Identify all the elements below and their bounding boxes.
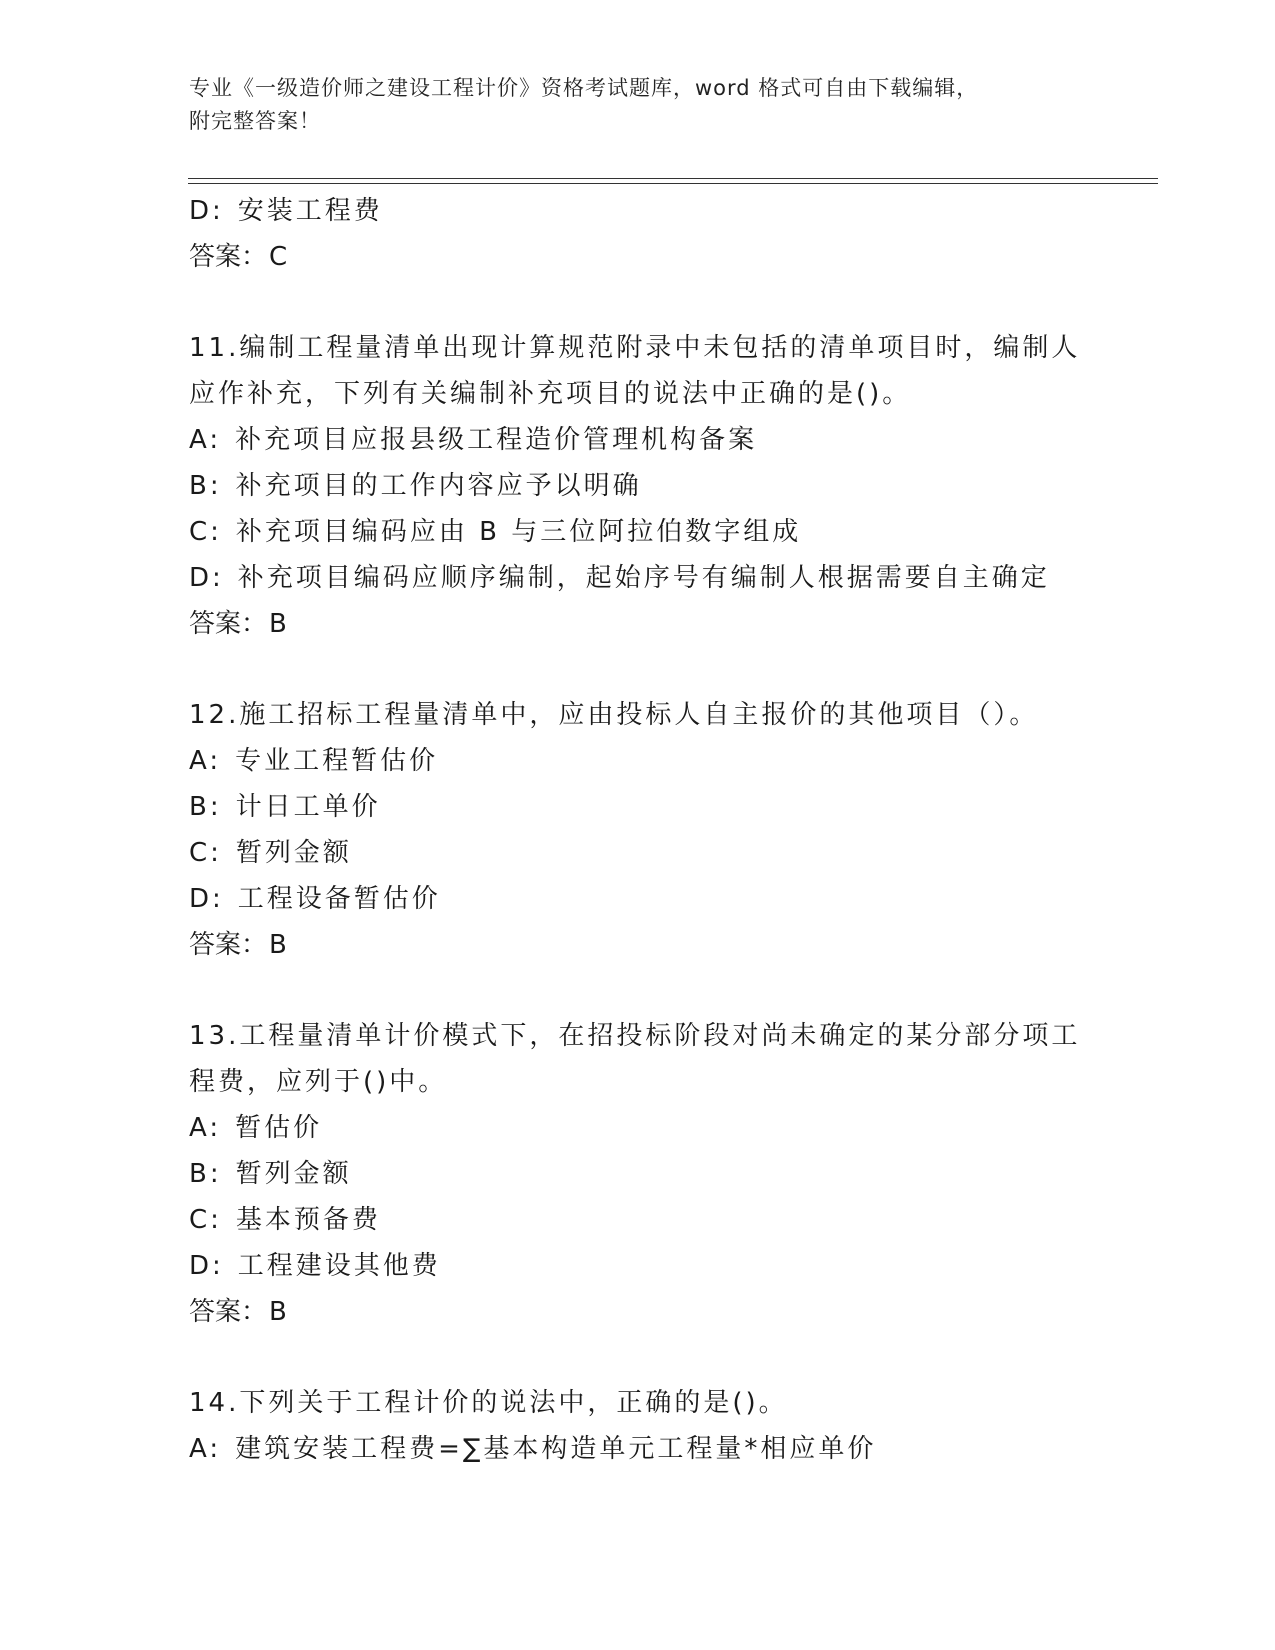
option-d [189, 876, 1089, 922]
option-c [189, 509, 1089, 555]
answer-value: B [269, 930, 287, 960]
answer-line [189, 922, 1089, 968]
page-header [189, 72, 1089, 138]
header-line-2: 附完整答案！ [189, 109, 321, 133]
option-b [189, 784, 1089, 830]
option-text: 补充项目编码应顺序编制，起始序号有编制人根据需要自主确定 [237, 563, 1050, 593]
option-label: D: [189, 563, 224, 593]
question-list [189, 188, 1089, 1472]
option-a [189, 1105, 1089, 1151]
answer-value: B [269, 609, 287, 639]
answer-value: B [269, 1297, 287, 1327]
option-d [189, 1243, 1089, 1289]
option-text: 工程建设其他费 [237, 1251, 441, 1281]
option-a [189, 738, 1089, 784]
option-text: 暂列金额 [235, 1159, 352, 1189]
option-text: 补充项目的工作内容应予以明确 [235, 471, 642, 501]
question-text-line: 13.工程量清单计价模式下，在招投标阶段对尚未确定的某分部分项工 [189, 1021, 1081, 1051]
answer-label: 答案： [189, 242, 268, 272]
header-divider-top [188, 178, 1158, 179]
option-a [189, 417, 1089, 463]
option-b [189, 1151, 1089, 1197]
question-text-line: 应作补充，下列有关编制补充项目的说法中正确的是()。 [189, 379, 912, 409]
option-a [189, 1426, 1089, 1472]
option-label: C: [189, 1205, 222, 1235]
option-c [189, 1197, 1089, 1243]
option-text: 补充项目编码应由 B 与三位阿拉伯数字组成 [235, 517, 802, 547]
option-label: C: [189, 517, 222, 547]
question-text-line: 14.下列关于工程计价的说法中，正确的是()。 [189, 1388, 788, 1418]
option-label: D: [189, 884, 224, 914]
option-text: 计日工单价 [235, 792, 381, 822]
option-d [189, 188, 1089, 234]
option-text: 安装工程费 [237, 196, 383, 226]
option-text: 工程设备暂估价 [237, 884, 441, 914]
header-line-1: 专业《一级造价师之建设工程计价》资格考试题库，word 格式可自由下载编辑， [189, 76, 979, 100]
option-text: 建筑安装工程费=∑基本构造单元工程量*相应单价 [235, 1434, 877, 1464]
option-label: A: [189, 425, 222, 455]
option-label: C: [189, 838, 222, 868]
option-label: D: [189, 196, 224, 226]
question-text-line: 程费，应列于()中。 [189, 1067, 448, 1097]
option-text: 暂估价 [235, 1113, 323, 1143]
option-label: D: [189, 1251, 224, 1281]
answer-label: 答案： [189, 1297, 268, 1327]
header-divider-bottom [188, 183, 1158, 184]
option-text: 专业工程暂估价 [235, 746, 439, 776]
option-label: B: [189, 792, 222, 822]
option-label: B: [189, 1159, 222, 1189]
option-c [189, 830, 1089, 876]
option-label: A: [189, 1434, 222, 1464]
question-text-line: 11.编制工程量清单出现计算规范附录中未包括的清单项目时，编制人 [189, 333, 1081, 363]
answer-value: C [269, 242, 288, 272]
answer-label: 答案： [189, 930, 268, 960]
question-text-line: 12.施工招标工程量清单中，应由投标人自主报价的其他项目（）。 [189, 700, 1039, 730]
answer-line [189, 601, 1089, 647]
option-label: A: [189, 746, 222, 776]
answer-line [189, 234, 1089, 280]
option-text: 基本预备费 [235, 1205, 381, 1235]
option-text: 暂列金额 [235, 838, 352, 868]
option-text: 补充项目应报县级工程造价管理机构备案 [235, 425, 758, 455]
answer-line [189, 1289, 1089, 1335]
option-label: A: [189, 1113, 222, 1143]
answer-label: 答案： [189, 609, 268, 639]
option-b [189, 463, 1089, 509]
option-d [189, 555, 1089, 601]
option-label: B: [189, 471, 222, 501]
